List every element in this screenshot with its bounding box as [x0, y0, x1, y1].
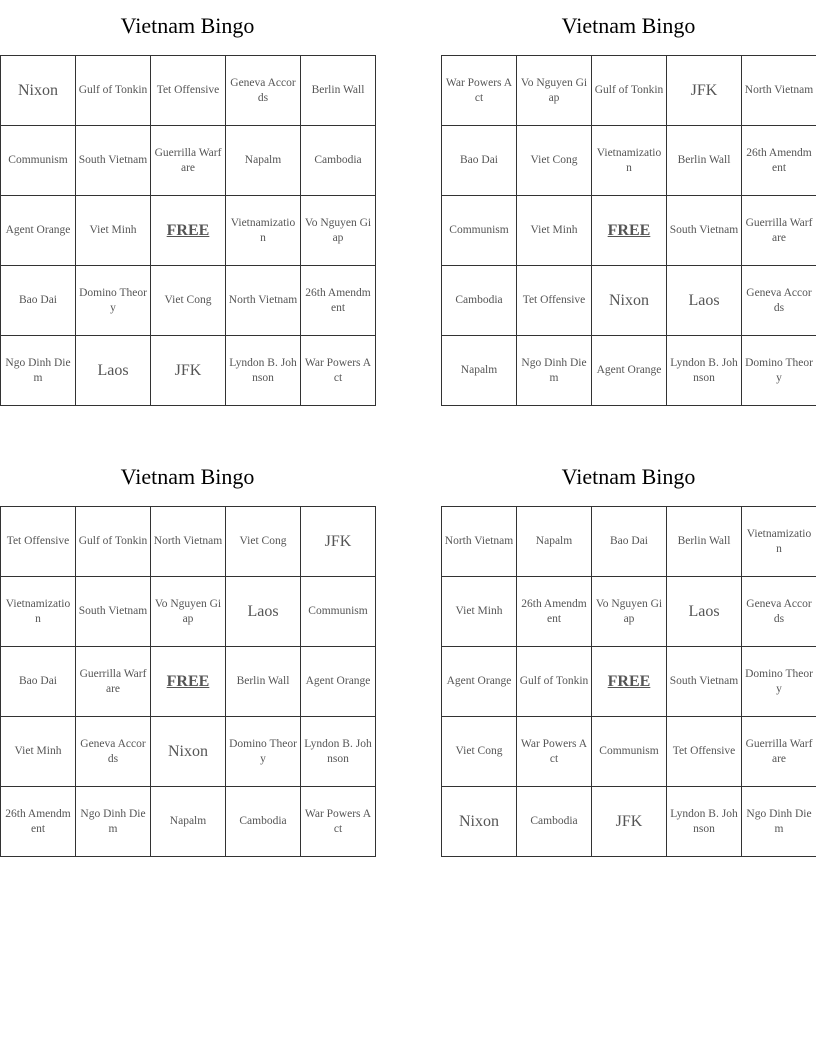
bingo-cell-label: Ngo Dinh Diem — [80, 807, 146, 835]
bingo-cell — [151, 126, 226, 196]
bingo-cell-label: Berlin Wall — [677, 535, 731, 547]
bingo-cell — [517, 196, 592, 266]
bingo-cell — [301, 56, 376, 126]
bingo-cell — [1, 336, 76, 406]
bingo-cell — [151, 787, 226, 857]
bingo-cell-label: Napalm — [460, 364, 498, 376]
bingo-cell-label: Lyndon B. Johnson — [670, 356, 738, 384]
bingo-cell-label: 26th Amendment — [521, 597, 587, 625]
bingo-cell-label: Gulf of Tonkin — [594, 84, 664, 96]
bingo-cell — [742, 126, 816, 196]
bingo-cell — [742, 56, 816, 126]
bingo-cell — [742, 577, 816, 647]
bingo-cell-label: Domino Theory — [745, 356, 813, 384]
bingo-cell — [226, 196, 301, 266]
bingo-cell — [517, 577, 592, 647]
bingo-cell-label: Cambodia — [314, 154, 362, 166]
bingo-cell — [1, 266, 76, 336]
bingo-cell — [667, 507, 742, 577]
bingo-cell-label: Geneva Accords — [746, 286, 812, 314]
bingo-cell-label: Viet Minh — [530, 224, 578, 236]
bingo-cell-label: Vietnamization — [5, 597, 71, 625]
card-title: Vietnam Bingo — [120, 13, 255, 38]
bingo-cell — [592, 266, 667, 336]
bingo-cell — [1, 787, 76, 857]
bingo-cell-label: Bao Dai — [609, 535, 648, 547]
bingo-grid — [441, 55, 816, 406]
bingo-cell — [301, 787, 376, 857]
bingo-card-4 — [441, 451, 816, 857]
bingo-cell — [226, 577, 301, 647]
bingo-cell — [742, 196, 816, 266]
bingo-cell-label: Berlin Wall — [677, 154, 731, 166]
bingo-cell-label: Vo Nguyen Giap — [520, 76, 588, 104]
bingo-cell-label: Guerrilla Warfare — [745, 216, 813, 244]
bingo-cell — [301, 507, 376, 577]
bingo-card-2 — [441, 0, 816, 406]
bingo-cell-label: Guerrilla Warfare — [745, 737, 813, 765]
bingo-cell — [1, 196, 76, 266]
bingo-cell-label: JFK — [174, 362, 202, 379]
bingo-cell-label: North Vietnam — [744, 84, 814, 96]
bingo-grid — [0, 55, 376, 406]
bingo-cell-label: Nixon — [18, 82, 58, 99]
bingo-cell-label: South Vietnam — [78, 605, 148, 617]
bingo-cell-label: Domino Theory — [79, 286, 147, 314]
card-title: Vietnam Bingo — [561, 464, 696, 489]
free-space — [151, 196, 226, 266]
bingo-cell — [667, 336, 742, 406]
bingo-cell-label: North Vietnam — [228, 294, 298, 306]
bingo-cell-label: Domino Theory — [229, 737, 297, 765]
bingo-cell — [226, 126, 301, 196]
bingo-cell-label: Communism — [8, 154, 68, 166]
bingo-cell-label: South Vietnam — [669, 675, 739, 687]
bingo-cell — [517, 647, 592, 717]
bingo-cell — [1, 717, 76, 787]
bingo-cell-label: FREE — [607, 222, 651, 239]
bingo-cell — [301, 336, 376, 406]
bingo-cell — [742, 336, 816, 406]
bingo-cell — [442, 196, 517, 266]
bingo-cell-label: Domino Theory — [745, 667, 813, 695]
bingo-cell — [151, 507, 226, 577]
bingo-cell — [76, 196, 151, 266]
bingo-cell — [442, 647, 517, 717]
bingo-cell — [667, 647, 742, 717]
bingo-cell-label: Tet Offensive — [6, 535, 70, 547]
bingo-cell — [301, 647, 376, 717]
bingo-cell-label: Bao Dai — [459, 154, 498, 166]
bingo-grid — [441, 506, 816, 857]
bingo-cell — [667, 717, 742, 787]
bingo-cell — [592, 787, 667, 857]
bingo-cell — [76, 717, 151, 787]
bingo-cell-label: Vietnamization — [230, 216, 296, 244]
bingo-cell — [301, 717, 376, 787]
bingo-cell — [301, 266, 376, 336]
bingo-cell-label: Geneva Accords — [230, 76, 296, 104]
free-space — [592, 196, 667, 266]
bingo-cell — [742, 266, 816, 336]
free-space — [592, 647, 667, 717]
bingo-cell — [667, 577, 742, 647]
bingo-cell-label: Vo Nguyen Giap — [595, 597, 663, 625]
bingo-cell — [1, 647, 76, 717]
bingo-cell — [226, 717, 301, 787]
bingo-cell — [592, 507, 667, 577]
bingo-cell — [301, 577, 376, 647]
bingo-cell-label: South Vietnam — [78, 154, 148, 166]
bingo-cell-label: Vo Nguyen Giap — [304, 216, 372, 244]
bingo-cell-label: Ngo Dinh Diem — [746, 807, 812, 835]
bingo-cell — [76, 577, 151, 647]
bingo-cell-label: Laos — [97, 362, 129, 379]
bingo-cell-label: War Powers Act — [520, 737, 588, 765]
bingo-cell-label: Geneva Accords — [80, 737, 146, 765]
bingo-cell-label: Napalm — [169, 815, 207, 827]
bingo-cell-label: JFK — [324, 533, 352, 550]
bingo-cell-label: 26th Amendment — [305, 286, 371, 314]
bingo-cell — [1, 56, 76, 126]
free-space — [151, 647, 226, 717]
bingo-cell — [667, 126, 742, 196]
bingo-cell-label: Viet Minh — [89, 224, 137, 236]
card-title: Vietnam Bingo — [120, 464, 255, 489]
bingo-cell-label: Laos — [247, 603, 279, 620]
bingo-cell — [667, 266, 742, 336]
bingo-cell — [442, 577, 517, 647]
bingo-cell — [517, 266, 592, 336]
bingo-card-1 — [0, 0, 375, 406]
bingo-cell — [442, 266, 517, 336]
bingo-cell-label: Vietnamization — [596, 146, 662, 174]
bingo-cell — [1, 126, 76, 196]
bingo-cell-label: Nixon — [459, 813, 499, 830]
bingo-cell — [76, 647, 151, 717]
bingo-cell-label: Berlin Wall — [236, 675, 290, 687]
bingo-cell — [76, 336, 151, 406]
bingo-cell — [592, 717, 667, 787]
bingo-cell-label: Viet Cong — [530, 154, 578, 166]
bingo-cell — [151, 577, 226, 647]
bingo-cell-label: Tet Offensive — [672, 745, 736, 757]
bingo-cell-label: Ngo Dinh Diem — [521, 356, 587, 384]
bingo-cell-label: Vietnamization — [746, 527, 812, 555]
bingo-cell-label: War Powers Act — [304, 356, 372, 384]
bingo-cell-label: Viet Cong — [239, 535, 287, 547]
bingo-cell — [742, 647, 816, 717]
bingo-cell-label: Bao Dai — [18, 294, 57, 306]
bingo-cell-label: 26th Amendment — [746, 146, 812, 174]
bingo-cell-label: Tet Offensive — [522, 294, 586, 306]
bingo-cell — [301, 196, 376, 266]
bingo-cell — [667, 787, 742, 857]
bingo-cell — [742, 717, 816, 787]
bingo-cell — [226, 56, 301, 126]
bingo-cell-label: 26th Amendment — [5, 807, 71, 835]
bingo-cell-label: Geneva Accords — [746, 597, 812, 625]
bingo-cell-label: Lyndon B. Johnson — [304, 737, 372, 765]
bingo-cell-label: Bao Dai — [18, 675, 57, 687]
bingo-cell — [742, 787, 816, 857]
bingo-cell-label: Cambodia — [455, 294, 503, 306]
bingo-cell — [517, 56, 592, 126]
bingo-cell-label: Napalm — [535, 535, 573, 547]
bingo-cell — [442, 336, 517, 406]
bingo-cell — [226, 266, 301, 336]
bingo-cell — [517, 126, 592, 196]
bingo-cell — [226, 647, 301, 717]
bingo-cell — [442, 787, 517, 857]
bingo-cell-label: War Powers Act — [445, 76, 513, 104]
bingo-cell-label: FREE — [166, 673, 210, 690]
bingo-cell-label: Agent Orange — [596, 364, 662, 376]
bingo-cell-label: Vo Nguyen Giap — [154, 597, 222, 625]
bingo-cell-label: Gulf of Tonkin — [78, 535, 148, 547]
bingo-cell-label: Lyndon B. Johnson — [670, 807, 738, 835]
bingo-cell-label: JFK — [615, 813, 643, 830]
bingo-cell — [517, 336, 592, 406]
bingo-cell-label: Cambodia — [530, 815, 578, 827]
bingo-cell-label: Lyndon B. Johnson — [229, 356, 297, 384]
bingo-cell-label: Communism — [599, 745, 659, 757]
bingo-cell-label: Gulf of Tonkin — [78, 84, 148, 96]
bingo-cell — [592, 336, 667, 406]
bingo-grid — [0, 506, 376, 857]
bingo-cell — [226, 507, 301, 577]
bingo-cell — [442, 56, 517, 126]
bingo-cell — [592, 577, 667, 647]
bingo-cell-label: Agent Orange — [5, 224, 71, 236]
bingo-cell-label: Guerrilla Warfare — [79, 667, 147, 695]
bingo-cell-label: Agent Orange — [305, 675, 371, 687]
bingo-cell — [76, 507, 151, 577]
bingo-cell — [442, 126, 517, 196]
bingo-cell-label: Viet Minh — [14, 745, 62, 757]
bingo-cell — [1, 507, 76, 577]
bingo-cell — [442, 717, 517, 787]
bingo-cell-label: War Powers Act — [304, 807, 372, 835]
bingo-card-3 — [0, 451, 375, 857]
bingo-cell — [517, 787, 592, 857]
bingo-cell — [151, 56, 226, 126]
bingo-cell-label: Communism — [308, 605, 368, 617]
bingo-cell-label: Laos — [688, 603, 720, 620]
bingo-cell — [1, 577, 76, 647]
bingo-cell-label: Nixon — [168, 743, 208, 760]
bingo-cell — [76, 787, 151, 857]
bingo-cell — [76, 126, 151, 196]
bingo-cell — [226, 787, 301, 857]
bingo-cell — [667, 56, 742, 126]
bingo-cell-label: Laos — [688, 292, 720, 309]
bingo-cell — [592, 126, 667, 196]
bingo-cell — [301, 126, 376, 196]
bingo-cell — [592, 56, 667, 126]
bingo-cell-label: North Vietnam — [153, 535, 223, 547]
bingo-cell-label: Communism — [449, 224, 509, 236]
bingo-cell-label: Agent Orange — [446, 675, 512, 687]
bingo-cell — [151, 717, 226, 787]
bingo-cell-label: Gulf of Tonkin — [519, 675, 589, 687]
bingo-cell-label: Viet Cong — [455, 745, 503, 757]
bingo-cell-label: North Vietnam — [444, 535, 514, 547]
bingo-cell-label: FREE — [166, 222, 210, 239]
bingo-cell-label: Cambodia — [239, 815, 287, 827]
bingo-cell-label: Ngo Dinh Diem — [5, 356, 71, 384]
bingo-cell-label: Tet Offensive — [156, 84, 220, 96]
bingo-cell — [226, 336, 301, 406]
bingo-cell-label: FREE — [607, 673, 651, 690]
bingo-cell-label: Berlin Wall — [311, 84, 365, 96]
bingo-cell-label: JFK — [690, 82, 718, 99]
bingo-cell — [76, 56, 151, 126]
bingo-cell — [442, 507, 517, 577]
card-title: Vietnam Bingo — [561, 13, 696, 38]
bingo-cell-label: Napalm — [244, 154, 282, 166]
bingo-cell — [742, 507, 816, 577]
bingo-cell — [517, 717, 592, 787]
bingo-cell-label: Nixon — [609, 292, 649, 309]
bingo-cell-label: Viet Minh — [455, 605, 503, 617]
bingo-cell — [667, 196, 742, 266]
bingo-cell-label: Viet Cong — [164, 294, 212, 306]
bingo-cell-label: South Vietnam — [669, 224, 739, 236]
bingo-cell-label: Guerrilla Warfare — [154, 146, 222, 174]
bingo-cell — [76, 266, 151, 336]
bingo-cell — [517, 507, 592, 577]
bingo-cell — [151, 336, 226, 406]
bingo-cell — [151, 266, 226, 336]
